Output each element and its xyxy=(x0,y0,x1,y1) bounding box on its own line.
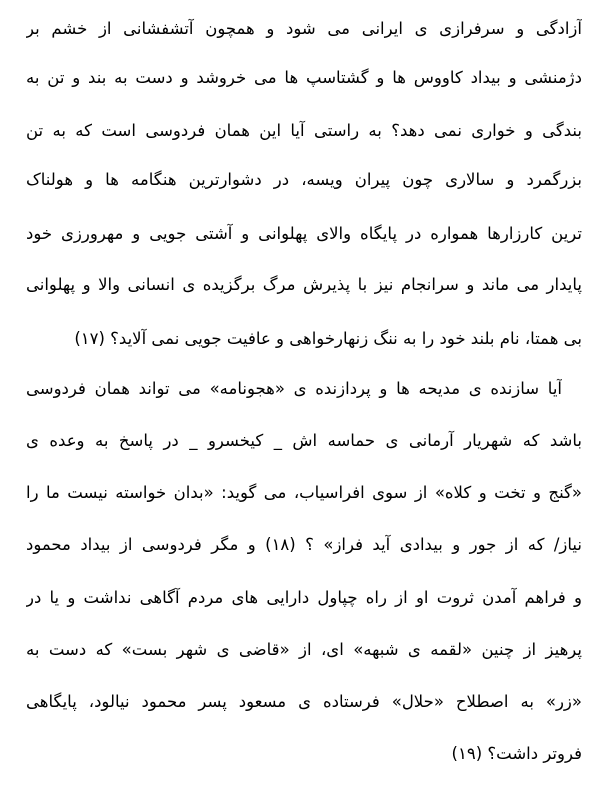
text-line-9: باشد که شهریار آرمانی ی حماسه اش _ کیخسرو _ در پاسخ به وعده ی xyxy=(26,431,582,450)
text-line-10: «گنج و تخت و کلاه» از سوی افراسیاب، می گوید: «بدان خواسته نیست ما را xyxy=(26,483,582,502)
text-line-11: نیاز/ که از جور و بیدادی آید فراز» ؟ (۱۸) و مگر فردوسی از بیداد محمود xyxy=(26,535,582,554)
text-line-14: «زر» به اصطلاح «حلال» فرستاده ی مسعود پسر محمود نیالود، پایگاهی xyxy=(26,692,582,711)
text-line-15: فروتر داشت؟ (۱۹) xyxy=(451,744,582,763)
text-line-13: پرهیز از چنین «لقمه ی شبهه» ای، از «قاضی ی شهر بست» که دست به xyxy=(26,640,582,659)
text-line-7: بی همتا، نام بلند خود را به ننگ زنهارخواهی و عافیت جویی نمی آلاید؟ (۱۷) xyxy=(74,329,582,348)
text-line-2: دژمنشی و بیداد کاووس ها و گشتاسپ ها می خروشد و دست به بند و تن به xyxy=(26,68,582,87)
text-line-1: آزادگی و سرفرازی ی ایرانی می شود و همچون آتشفشانی از خشم بر xyxy=(26,19,582,38)
text-line-5: ترین کارزارها همواره در پایگاه والای پهلوانی و آشتی جویی و مهرورزی خود xyxy=(26,224,582,243)
text-line-8: آیا سازنده ی مدیحه ها و پردازنده ی «هجونامه» می تواند همان فردوسی xyxy=(26,379,562,398)
text-line-3: بندگی و خواری نمی دهد؟ به راستی آیا این همان فردوسی است که به تن xyxy=(26,121,582,140)
text-line-12: و فراهم آمدن ثروت او از راه چپاول دارایی های مردم آگاهی نداشت و یا در xyxy=(26,588,582,607)
text-line-4: بزرگمرد و سالاری چون پیران ویسه، در دشوارترین هنگامه ها و هولناک xyxy=(26,170,582,189)
text-line-6: پایدار می ماند و سرانجام نیز با پذیرش مرگ برگزیده ی انسانی والا و پهلوانی xyxy=(26,275,582,294)
